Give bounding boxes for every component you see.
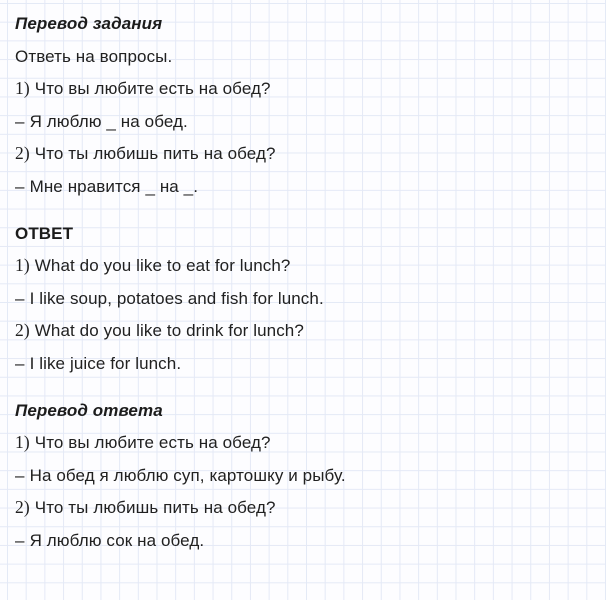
section-heading-task-translation: Перевод задания [15,14,163,33]
dash-prefix: – [15,530,25,550]
item-number: 2) [15,320,30,340]
dash-prefix: – [15,353,25,373]
dash-prefix: – [15,288,25,308]
question-line-1-ru-tr [15,432,591,453]
section-answer-translation [15,400,591,551]
dash-prefix: – [15,111,25,131]
answer-line-1-en [15,288,591,309]
answer-line-2-en [15,353,591,374]
task-intro-line: Ответь на вопросы. [15,46,173,66]
dash-prefix: – [15,176,25,196]
answer-line-1-ru-tr [15,465,591,486]
section-heading-answer-translation: Перевод ответа [15,400,163,420]
item-text: Я люблю сок на обед. [29,530,205,550]
section-answer [15,223,591,374]
question-line-2-ru-tr [15,497,591,518]
item-text: What do you like to eat for lunch? [34,256,291,275]
item-number: 1) [15,255,30,275]
dash-prefix: – [15,465,25,485]
section-heading-answer: ОТВЕТ [15,223,74,243]
item-text: Что ты любишь пить на обед? [34,144,276,163]
item-number: 2) [15,497,30,517]
question-line-2-en [15,320,591,341]
item-text: Мне нравится _ на _. [29,176,199,196]
answer-blank-line-2-ru [15,176,591,197]
item-text: I like soup, potatoes and fish for lunch. [29,288,324,308]
question-line-1-ru [15,78,591,99]
item-text: На обед я люблю суп, картошку и рыбу. [29,465,346,485]
item-text: What do you like to drink for lunch? [34,321,304,340]
item-number: 1) [15,78,30,98]
item-text: Что вы любите есть на обед? [34,79,271,98]
item-text: Что вы любите есть на обед? [34,433,271,452]
question-line-1-en [15,255,591,276]
answer-line-2-ru-tr [15,530,591,551]
item-number: 1) [15,432,30,452]
item-text: Я люблю _ на обед. [29,111,188,131]
question-line-2-ru [15,143,591,164]
item-text: I like juice for lunch. [29,353,182,373]
item-number: 2) [15,143,30,163]
section-task-translation [15,13,591,197]
item-text: Что ты любишь пить на обед? [34,498,276,517]
answer-blank-line-1-ru [15,111,591,132]
